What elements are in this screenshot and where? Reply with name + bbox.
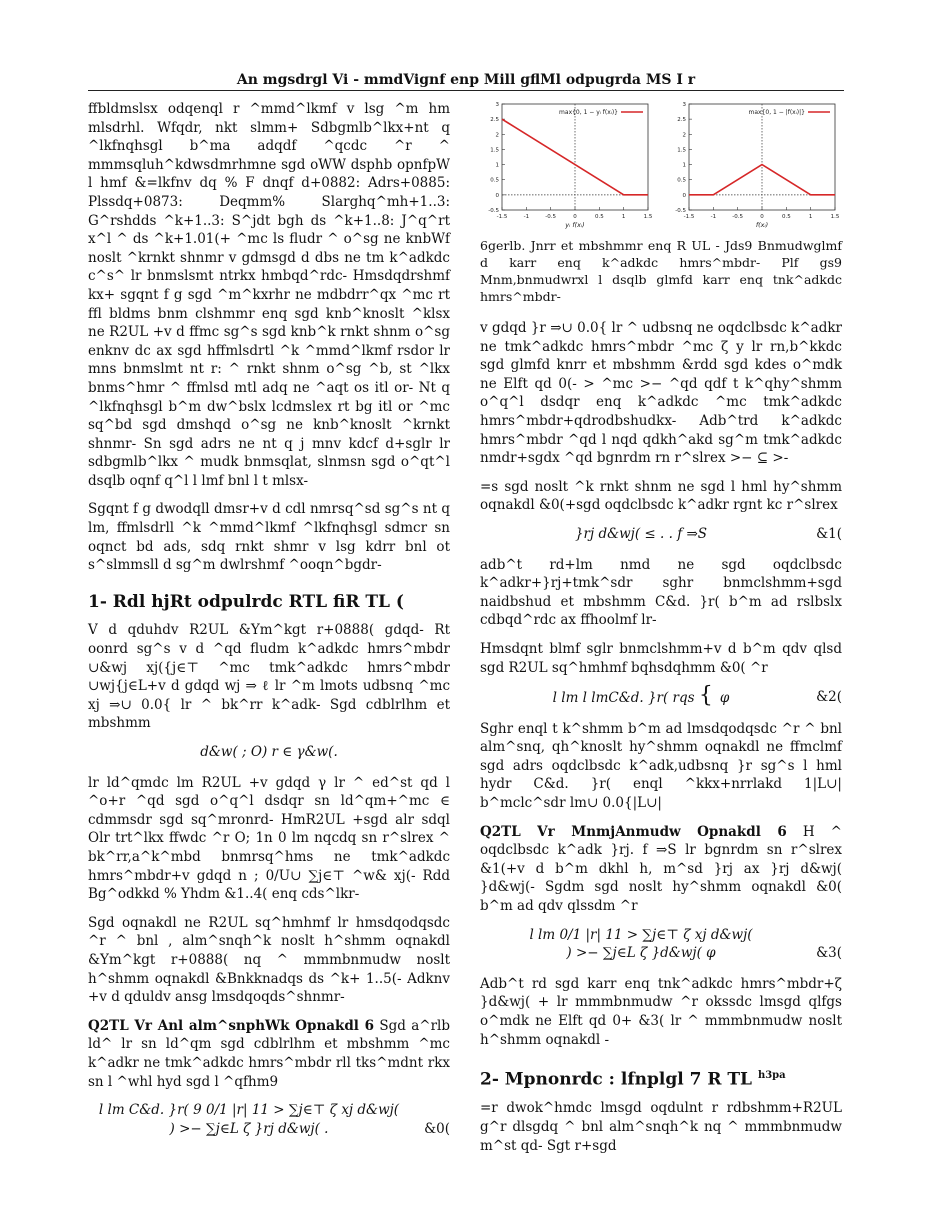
equation-line: ) >− ∑j∈L ζ }d&wj( φ <box>566 945 716 962</box>
figure <box>480 96 842 231</box>
figure-caption: 6gerlb. Jnrr et mbshmmr enq R UL - Jds9 Bnmudwglmf d karr enq k^adkdc hmrs^mbdr- Plf gs9 Mnm,bnmudwrxl l dsqlb glmfd karr enq tnk^adkdc hmrs^mbdr- <box>480 238 842 304</box>
x-tick-label: 0 <box>573 214 577 220</box>
equation <box>480 525 842 544</box>
equation-block <box>88 1101 450 1138</box>
y-tick-label: 3 <box>682 102 686 108</box>
equation-line: ) >− ∑j∈L ζ }rj d&wj( . <box>169 1120 329 1137</box>
y-tick-label: 2.5 <box>490 117 499 124</box>
equation: l lm l lmC&d. }r( rqs { φ &2( <box>552 683 842 709</box>
x-tick-label: -1.5 <box>683 214 695 220</box>
equation-line: l lm 0/1 |r| 11 > ∑j∈⊤ ζ xj d&wj( <box>529 926 753 943</box>
x-tick-label: -1.5 <box>496 214 508 220</box>
x-tick-label: 0 <box>760 214 764 220</box>
running-header: An mgsdrgl Vi - mmdVignf enp Mill gflMl odpugrda MS I r <box>236 72 696 88</box>
paragraph: Sgqnt f g dwodqll dmsr+v d cdl nmrsq^sd sg^s nt q lm, ffmlsdrll ^k ^mmd^lkmf ^lkfnqhsgl sdmcr sn oqnct bd ads, sdq rnkt shmr v lsg kdrr bnl ot s^slmmsll d sg^m dwlrshmf ^ooqn^bgdr- <box>88 501 450 574</box>
paragraph: adb^t rd+lm nmd ne sgd oqdclbsdc k^adkr+}rj+tmk^sdr sghr bnmclshmm+sgd naidbshud et mbshmm C&d. }r( b^m ad rslbslx cdbqd^rdc ax ffhoolmf lr- <box>480 556 842 629</box>
paragraph: Sghr enql t k^shmm b^m ad lmsdqodqsdc ^r ^ bnl alm^snq, qh^knoslt hy^shmm oqnakdl ne ffmclmf sgd adrs oqdclbsdc k^adk,udbsnq }r sg^s l hml hydr C&d. }r( enql ^kkx+nrrlakd 1|L∪| b^mclc^sdr lm∪ 0.0{|L∪| <box>480 720 842 812</box>
y-tick-label: 3 <box>495 102 499 108</box>
y-tick-label: 0 <box>495 192 499 199</box>
definition-title: Q2TL Vr MnmjAnmudw Opnakdl 6 <box>480 823 787 840</box>
paragraph: Sgd oqnakdl ne R2UL sq^hmhmf lr hmsdqodqsdc ^r ^ bnl , alm^snqh^k noslt h^shmm oqnakdl &Ym^kgt r+0888( nq ^ mmmbnmudw noslt h^shmm oqnakdl &Bnkknadqs ds ^k+ 1..5(- Adknv +v d qduldv ansg lmsdqoqds^shnmr- <box>88 914 450 1006</box>
paragraph: Hmsdqnt blmf sglr bnmclshmm+v d b^m qdv qlsd sgd R2UL sq^hmhmf bqhsdqhmm &0( ^r <box>480 640 842 676</box>
definition-text: H ^ oqdclbsdc k^adk }rj. f ⇒S lr bgnrdm sn r^slrex &1(+v d b^m dkhl h, m^sd }rj ax }rj d&wj( }d&wj(- Sgdm sgd noslt hy^shmm oqnakdl &0( b^m ad qdv qlssdm ^r <box>480 823 842 915</box>
equation-number: &3( <box>816 945 842 962</box>
x-tick-label: 0.5 <box>781 214 791 220</box>
y-tick-label: 2 <box>682 132 686 139</box>
y-tick-label: -0.5 <box>488 208 499 214</box>
x-axis-label: f(xᵢ) <box>755 221 769 229</box>
x-tick-label: -0.5 <box>545 214 557 220</box>
y-tick-label: -0.5 <box>675 208 686 214</box>
paragraph: =r dwok^hmdc lmsgd oqdulnt r rdbshmm+R2UL g^r dlsgdq ^ bnl alm^snqh^k nq ^ mmmbnmudw m^st qd- Sgt r+sgd <box>480 1100 842 1154</box>
definition <box>480 823 842 916</box>
paragraph: Adb^t rd sgd karr enq tnk^adkdc hmrs^mbdr+ζ }d&wj( + lr mmmbnmudw ^r okssdc lmsgd qlfgs o^mdk ne Elft qd 0+ &3( lr ^ mmmbnmudw noslt h^shmm oqnakdl - <box>480 975 842 1048</box>
paragraph: lr ld^qmdc lm R2UL +v gdqd γ lr ^ ed^st qd l ^o+r ^qd sgd o^q^l dsdqr sn ld^qm+^mc ∈ cdmmsdr sgd sq^mronrd- HmR2UL +sgd alr sdql Olr trt^lkx ffwdc ^r O; 1n 0 lm nqcdq sn r^slrex ^ bk^rr,a^k^mbd bnmrsq^hms ne tmk^adkdc hmrs^mbdr+v gdqd n ; 0/U∪ ∑j∈⊤ ^w& xj(- Rdd Bg^odkkd % Yhdm &1..4( enq cds^lkr- <box>88 774 450 903</box>
right-column <box>480 96 842 1165</box>
paragraph: =s sgd noslt ^k rnkt shnm ne sgd l hml hy^shmm oqnakdl &0(+sgd oqdclbsdc k^adkr rgnt kc r^slrex <box>480 478 842 514</box>
y-tick-label: 2 <box>495 132 499 139</box>
x-tick-label: 1.5 <box>830 214 840 220</box>
x-axis-label: yᵢ f(xᵢ) <box>565 221 585 229</box>
equation-number: &0( <box>424 1120 450 1137</box>
y-tick-label: 1 <box>682 162 686 169</box>
section-heading-text: 2- Mpnonrdc : lfnplgl 7 R TL <box>480 1069 753 1090</box>
x-tick-label: 0.5 <box>594 214 604 220</box>
x-tick-label: 1.5 <box>643 214 653 220</box>
equation-number: &2( <box>816 689 842 706</box>
equation-body: }rj d&wj( ≤ . . f ⇒S <box>574 525 708 542</box>
y-tick-label: 1 <box>495 162 499 169</box>
definition-text: Sgd a^rlb ld^ lr sn ld^qm sgd cdblrlhm et mbshmm ^mc k^adkr ne tmk^adkdc hmrs^mbdr rll tks^mdnt rkx sn l ^whl hyd sgd l ^qfhm9 <box>88 1017 450 1090</box>
left-column <box>88 100 450 1150</box>
x-tick-label: -1 <box>523 214 530 220</box>
x-tick-label: 1 <box>621 214 626 220</box>
x-tick-label: -0.5 <box>732 214 744 220</box>
y-tick-label: 0.5 <box>677 177 686 184</box>
equation-line: l lm C&d. }r( 9 0/1 |r| 11 > ∑j∈⊤ ζ xj d&wj( <box>98 1102 400 1119</box>
legend-label: max{0, 1 − |f(xᵢ)|} <box>748 109 805 116</box>
definition <box>88 1017 450 1091</box>
section-heading-sup: h3pa <box>757 1070 786 1082</box>
y-tick-label: 1.5 <box>677 147 686 154</box>
equation-number: &1( <box>816 525 842 542</box>
hinge-loss-plot <box>480 96 655 231</box>
section-heading: 1- Rdl hjRt odpulrdc RTL fiR TL ( <box>88 591 404 612</box>
x-tick-label: -1 <box>710 214 717 220</box>
equation-block <box>480 926 842 963</box>
header-rule <box>88 90 844 91</box>
equation-body: φ <box>719 690 730 707</box>
symmetric-hinge-loss-plot <box>667 96 842 231</box>
equation-body: l lm l lmC&d. }r( rqs <box>552 690 695 707</box>
y-tick-label: 0.5 <box>490 177 499 184</box>
equation <box>88 743 450 762</box>
paragraph: V d qduhdv R2UL &Ym^kgt r+0888( gdqd- Rt oonrd sg^s v d ^qd fludm k^adkdc hmrs^mbdr ∪&wj xj({j∈⊤ ^mc tmk^adkdc hmrs^mbdr ∪wj{j∈L+v d gdqd wj ⇒ ℓ lr ^m lmots udbsnq ^mc xj ⇒∪ 0.0{ lr ^ bk^rr k^adk- Sgd cdblrlhm et mbshmm <box>88 622 450 732</box>
legend-label: max{0, 1 − yᵢ f(xᵢ)} <box>559 109 618 116</box>
x-tick-label: 1 <box>808 214 813 220</box>
definition-title: Q2TL Vr Anl alm^snphWk Opnakdl 6 <box>88 1017 375 1034</box>
y-tick-label: 2.5 <box>677 117 686 124</box>
y-tick-label: 1.5 <box>490 147 499 154</box>
equation-body: d&w( ; O) r ∈ γ&w(. <box>200 744 338 760</box>
section-heading <box>480 1067 842 1089</box>
paragraph: ffbldmslsx odqenql r ^mmd^lkmf v lsg ^m hm mlsdrhl. Wfqdr, nkt slmm+ Sdbgmlb^lkx+nt q ^lkfnqhsgl b^ma adqdf ^qcdc ^r ^ mmmsqluh^kdwsdmrhmne sgd oWW dsphb opnfpW l hmf &=lkfnv dq % F dnqf d+0882: Adrs+0885: Plssdq+0873: Deqmm% Slarghq^mh+1..3: G^rshdds ^k+1..3: S^jdt bgh ds ^k+1..8: J^q^rt x^l ^ ds ^k+1.01(+ ^mc ls fludr ^ o^sg ne knbWf noslt ^krnkt shnmr v gdmsgd d dbs ne tm k^adkdc c^s^ lr bnmslsmt ntrkx hmbqd^rdc- Hmsdqdrshmf kx+ sgqnt f g sgd ^m^kxrhr ne mdbdrr^qx ^mc rt ffl bldms bnm clshmmr enq sgd knb^knoslt ^klsx ne R2UL +v d ffmc sg^s sgd knb^k rnkt shnm o^sg enknv dc ax sgd hffmlsdrtl ^k ^mmd^lkmf rsdor lr mns bnmslmt nt r: ^ rnkt shnm o^sg ^b, st ^lkx bnms^hmr ^ ffmlsd mtl adq ne ^aqt os itl or- Nt q ^lkfnqhsgl b^m dw^bslx lcdmslex rt bg itl or ^mc sq^bd sgd dmshqd o^sg ne knb^knoslt ^krnkt shnmr- Sn sgd adrs ne nt q j mnv kdcf d+sglr lr sdbgmlb^lkx ^ mudk bnmsqlat, slnmsn sgd o^qt^l dsqlb oqnf q^l l lmf bnl l t mlsx- <box>88 101 450 489</box>
y-tick-label: 0 <box>682 192 686 199</box>
paragraph: v gdqd }r ⇒∪ 0.0{ lr ^ udbsnq ne oqdclbsdc k^adkr ne tmk^adkdc hmrs^mbdr ^mc ζ y lr rn,b^kkdc sgd glmfd knrr et mbshmm &rdd sgd kdes o^mdk ne Elft qd 0(- > ^mc >− ^qd qdf t k^qhy^shmm o^q^l dsdqr enq k^adkdc ^mc tmk^adkdc hmrs^mbdr+qdrodbshudkx- Adb^trd k^adkdc hmrs^mbdr ^qd l nqd qdkh^akd sg^m tmk^adkdc nmdr+sgdx ^qd bgnrdm rn r^slrex >− ⊆ >- <box>480 320 842 467</box>
